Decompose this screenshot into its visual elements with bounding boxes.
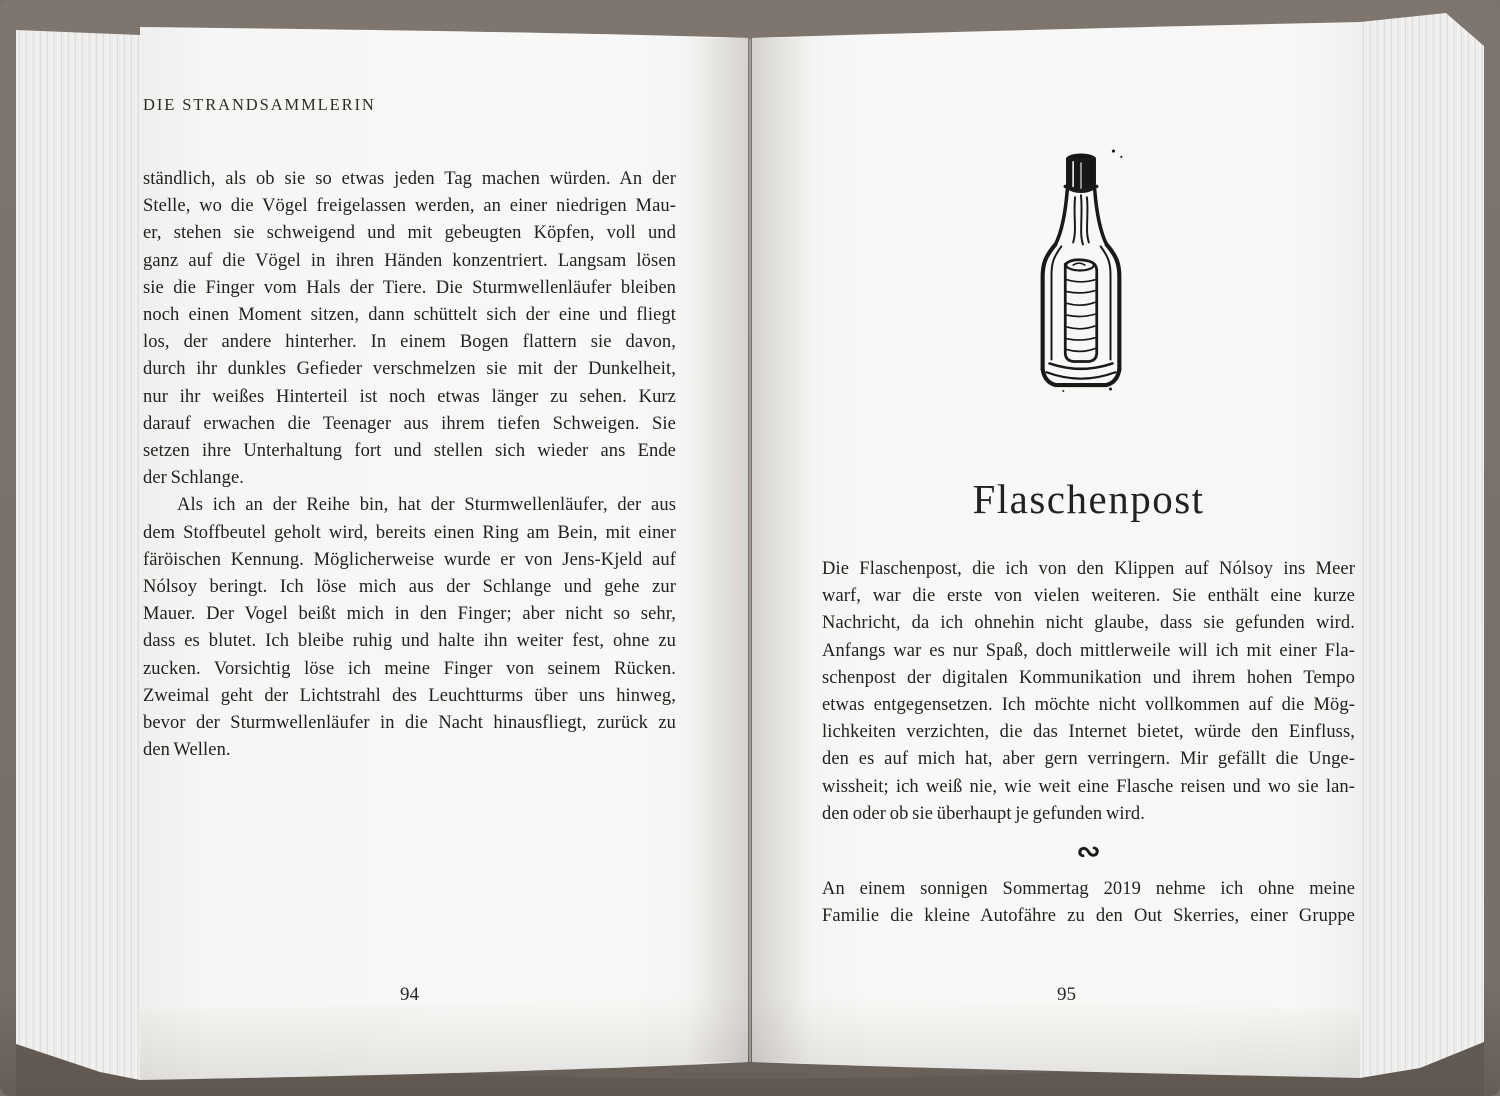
text-line: Die Flaschenpost, die ich von den Klippen auf Nólsoy ins Meer — [822, 559, 1355, 579]
text-line: der Schlange. — [143, 468, 244, 489]
paragraph — [143, 492, 676, 764]
text-line: er, stehen sie schweigend und mit gebeugten Köpfen, voll und — [143, 223, 676, 244]
left-page-body — [143, 166, 676, 764]
text-line: Zweimal geht der Lichtstrahl des Leuchtturms über uns hinweg, — [143, 685, 676, 706]
text-line: Familie die kleine Autofähre zu den Out Skerries, einer Gruppe — [822, 906, 1355, 927]
text-line: den Wellen. — [143, 740, 231, 761]
text-line: ständlich, als ob sie so etwas jeden Tag machen würden. An der — [143, 169, 676, 189]
text-line: wissheit; ich weiß nie, wie weit eine Flasche reisen und wo sie lan- — [822, 776, 1355, 797]
text-line: Stelle, wo die Vögel freigelassen werden, an einer niedrigen Mau- — [143, 196, 676, 217]
text-line: den oder ob sie überhaupt je gefunden wird. — [822, 803, 1146, 824]
text-line: An einem sonnigen Sommertag 2019 nehme ich ohne meine — [822, 879, 1355, 899]
text-line: Anfangs war es nur Spaß, doch mittlerweile will ich mit einer Fla- — [822, 640, 1355, 661]
text-line: Nólsoy beringt. Ich löse mich aus der Schlange und gehe zur — [143, 577, 676, 598]
text-line: dem Stoffbeutel geholt wird, bereits einen Ring am Bein, mit einer — [143, 522, 676, 543]
text-line: durch ihr dunkles Gefieder verschmelzen sie mit der Dunkelheit, — [143, 359, 676, 380]
text-line: setzen ihre Unterhaltung fort und stellen sich wieder ans Ende — [143, 441, 676, 462]
text-line: warf, war die erste von vielen weiteren. Sie enthält eine kurze — [822, 586, 1355, 607]
text-line: ganz auf die Vögel in ihren Händen konzentriert. Langsam lösen — [143, 250, 676, 271]
text-line: Mauer. Der Vogel beißt mich in den Finger; aber nicht so sehr, — [143, 604, 676, 625]
text-line: färöischen Kennung. Möglicherweise wurde er von Jens-Kjeld auf — [143, 549, 676, 570]
text-line: schenpost der digitalen Kommunikation und ihrem hohen Tempo — [822, 667, 1355, 688]
running-header: DIE STRANDSAMMLERIN — [143, 95, 376, 114]
text-line: lichkeiten verzichten, die das Internet bietet, würde den Einfluss, — [822, 722, 1355, 743]
right-page-body — [822, 556, 1355, 828]
text-line: zucken. Vorsichtig löse ich meine Finger von seinem Rücken. — [143, 658, 676, 679]
text-line: Als ich an der Reihe bin, hat der Sturmwellenläufer, der aus — [177, 495, 676, 516]
chapter-title: Flaschenpost — [972, 476, 1205, 522]
page-number-right: 95 — [1057, 984, 1076, 1005]
text-line: sie die Finger vom Hals der Tiere. Die Sturmwellenläufer bleiben — [143, 277, 676, 298]
text-line: etwas entgegensetzen. Ich möchte nicht vollkommen auf die Mög- — [822, 695, 1355, 716]
page-number-left: 94 — [400, 984, 419, 1005]
right-page-body-after-ornament — [822, 876, 1355, 930]
paragraph — [143, 166, 676, 492]
text-line: darauf erwachen die Teenager aus ihrem tiefen Schweigen. Sie — [143, 413, 676, 434]
message-bottle-illustration — [1022, 144, 1140, 396]
text-line: Nachricht, da ich ohnehin nicht glaube, dass sie gefunden wird. — [822, 613, 1355, 634]
section-break-ornament-icon: ∾ — [1076, 834, 1101, 868]
text-line: los, der andere hinterher. In einem Bogen flattern sie davon, — [143, 332, 676, 353]
text-line: den es auf mich hat, aber gern verringern. Mir gefällt die Unge- — [822, 749, 1355, 770]
text-line: dass es blutet. Ich bleibe ruhig und halte ihn weiter fest, ohne zu — [143, 631, 676, 652]
text-line: noch einen Moment sitzen, dann schüttelt sich der eine und fliegt — [143, 305, 676, 326]
paragraph — [822, 556, 1355, 828]
text-line: nur ihr weißes Hinterteil ist noch etwas länger zu sehen. Kurz — [143, 386, 676, 407]
text-line: bevor der Sturmwellenläufer in die Nacht hinausfliegt, zurück zu — [143, 713, 676, 734]
paragraph — [822, 876, 1355, 930]
